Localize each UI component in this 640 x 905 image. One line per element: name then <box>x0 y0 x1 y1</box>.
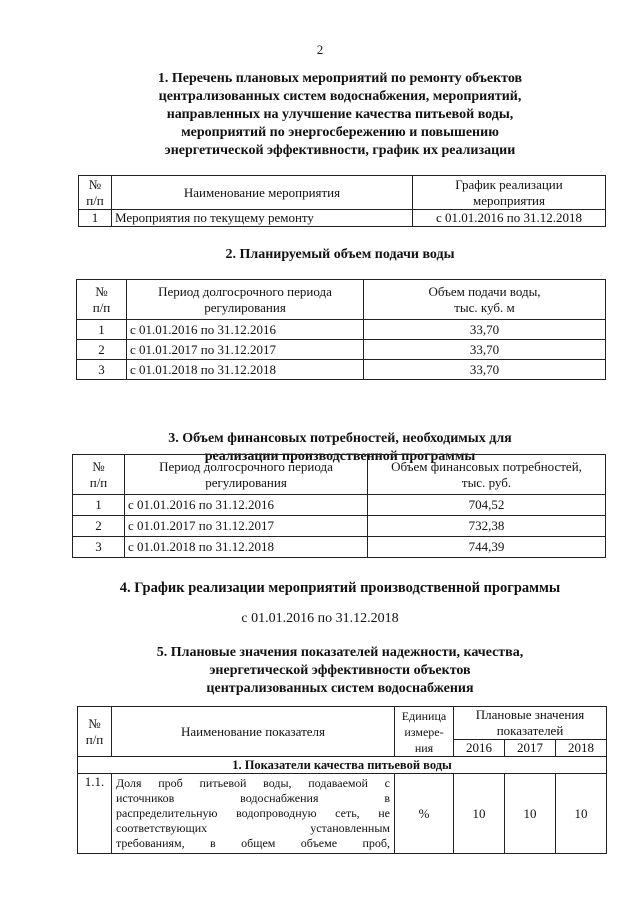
table-row <box>78 774 607 854</box>
section5-title-line: 5. Плановые значения показателей надежности, качества, <box>156 645 524 660</box>
row-period: с 01.01.2017 по 31.12.2017 <box>127 340 364 360</box>
header-text: № <box>92 458 105 474</box>
section1-title-line: направленных на улучшение качества питьевой воды, <box>166 107 514 122</box>
header-text: Объем подачи воды, <box>428 283 541 299</box>
section1-table <box>78 175 606 227</box>
row-num: 1 <box>79 210 112 227</box>
table-header-row <box>79 176 606 210</box>
row-period: с 01.01.2018 по 31.12.2018 <box>125 537 368 558</box>
finance-header <box>368 455 606 495</box>
row-name <box>112 774 395 854</box>
header-text: Плановые значения <box>475 707 585 722</box>
row-value: 744,39 <box>368 537 606 558</box>
row-unit: % <box>395 774 454 854</box>
row-value: 33,70 <box>364 340 606 360</box>
section5-title <box>60 644 620 698</box>
row-value: 704,52 <box>368 495 606 516</box>
header-text: ния <box>414 740 434 755</box>
header-text: измере- <box>404 724 444 739</box>
section1-title-line: мероприятий по энергосбережению и повышению <box>181 125 499 140</box>
section3-title-line: реализации производственной программы <box>204 449 476 464</box>
row-period: с 01.01.2017 по 31.12.2017 <box>125 516 368 537</box>
group-title: 1. Показатели качества питьевой воды <box>78 757 607 774</box>
schedule-header <box>413 176 606 210</box>
header-text: регулирования <box>205 474 287 490</box>
section1-title-line: энергетической эффективности, график их реализации <box>164 143 516 158</box>
row-name-line: распределительную водопроводную сеть, не <box>116 806 390 820</box>
header-text: п/п <box>85 731 104 747</box>
section5-title-line: централизованных систем водоснабжения <box>206 681 474 696</box>
section3-table <box>72 454 606 558</box>
table-row <box>77 320 606 340</box>
header-text: тыс. руб. <box>461 474 512 490</box>
section4-period: с 01.01.2016 по 31.12.2018 <box>241 611 399 626</box>
row-period: с 01.01.2016 по 31.12.2016 <box>127 320 364 340</box>
section5-title-line: энергетической эффективности объектов <box>209 663 471 678</box>
num-header <box>77 280 127 320</box>
section1-title <box>60 70 620 160</box>
row-num: 1.1. <box>78 774 112 854</box>
planned-header <box>454 707 607 740</box>
period-header <box>125 455 368 495</box>
num-header <box>78 707 112 757</box>
header-text: п/п <box>89 474 108 490</box>
section4-title <box>60 579 620 597</box>
name-header: Наименование мероприятия <box>112 176 413 210</box>
row-value: 33,70 <box>364 360 606 380</box>
num-header <box>79 176 112 210</box>
volume-header <box>364 280 606 320</box>
row-name-line: Доля проб питьевой воды, подаваемой с <box>116 776 390 790</box>
row-num: 2 <box>73 516 125 537</box>
year-header: 2017 <box>505 740 556 757</box>
row-name-line: требованиям, в общем объеме проб, <box>116 836 390 850</box>
header-text: тыс. куб. м <box>454 299 515 315</box>
row-name-line: источников водоснабжения в <box>116 791 390 805</box>
table-header-row <box>73 455 606 495</box>
table-row <box>73 537 606 558</box>
header-text: График реализации <box>455 176 563 192</box>
year-header: 2018 <box>556 740 607 757</box>
row-schedule: с 01.01.2016 по 31.12.2018 <box>413 210 606 227</box>
row-value: 33,70 <box>364 320 606 340</box>
row-num: 3 <box>77 360 127 380</box>
num-header <box>73 455 125 495</box>
period-header <box>127 280 364 320</box>
table-row <box>77 340 606 360</box>
row-value: 10 <box>454 774 505 854</box>
header-text: регулирования <box>204 299 286 315</box>
name-header: Наименование показателя <box>112 707 395 757</box>
header-text: мероприятия <box>472 192 545 208</box>
row-num: 1 <box>77 320 127 340</box>
header-text: Период долгосрочного периода <box>158 283 332 299</box>
table-header-row <box>77 280 606 320</box>
row-value: 10 <box>505 774 556 854</box>
header-text: № <box>88 176 102 192</box>
table-row <box>73 516 606 537</box>
section2-table <box>76 279 606 380</box>
year-header: 2016 <box>454 740 505 757</box>
row-num: 2 <box>77 340 127 360</box>
table-header-row <box>78 707 607 740</box>
row-period: с 01.01.2016 по 31.12.2016 <box>125 495 368 516</box>
header-text: Период долгосрочного периода <box>159 458 333 474</box>
section2-title-line: 2. Планируемый объем подачи воды <box>225 247 455 262</box>
section4-title-line: 4. График реализации мероприятий производственной программы <box>119 580 561 596</box>
header-text: Единица <box>401 708 447 723</box>
header-text: № <box>88 715 101 731</box>
row-name: Мероприятия по текущему ремонту <box>112 210 413 227</box>
header-text: п/п <box>92 299 111 315</box>
header-text: Объем финансовых потребностей, <box>391 458 582 474</box>
header-text: п/п <box>86 192 104 208</box>
table-row <box>79 210 606 227</box>
row-period: с 01.01.2018 по 31.12.2018 <box>127 360 364 380</box>
table-row <box>73 495 606 516</box>
row-num: 1 <box>73 495 125 516</box>
section1-title-line: 1. Перечень плановых мероприятий по ремонту объектов <box>157 71 523 86</box>
header-text: показателей <box>496 723 564 738</box>
row-name-line: соответствующих установленным <box>116 821 390 835</box>
section2-title <box>60 246 620 264</box>
row-value: 732,38 <box>368 516 606 537</box>
row-num: 3 <box>73 537 125 558</box>
unit-header <box>395 707 454 757</box>
section3-title-line: 3. Объем финансовых потребностей, необходимых для <box>168 431 512 446</box>
table-group-row <box>78 757 607 774</box>
row-value: 10 <box>556 774 607 854</box>
section1-title-line: централизованных систем водоснабжения, мероприятий, <box>158 89 522 104</box>
page-number: 2 <box>316 42 324 57</box>
table-row <box>77 360 606 380</box>
section5-table <box>77 706 607 854</box>
header-text: № <box>95 283 108 299</box>
